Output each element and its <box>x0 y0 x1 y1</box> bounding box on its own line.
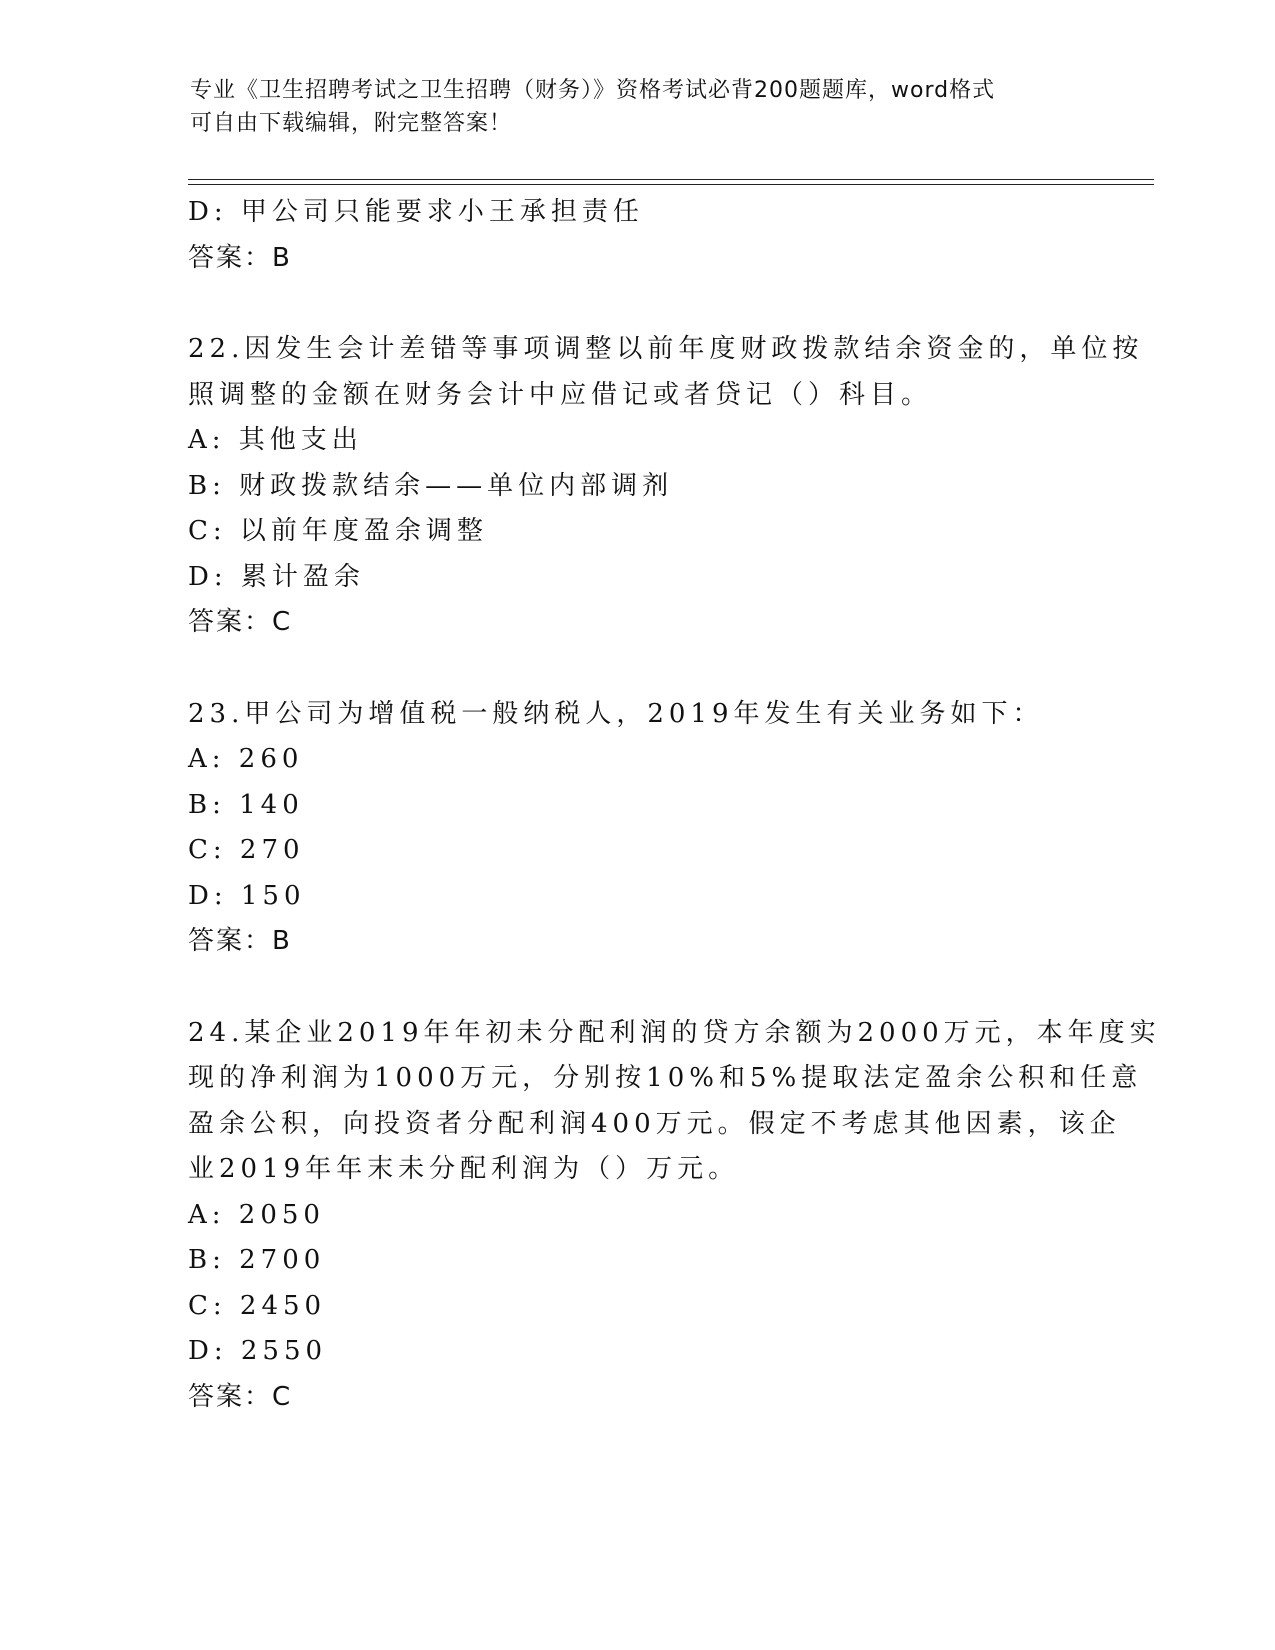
option-d: D: 2550 <box>188 1336 328 1366</box>
question-22 <box>188 327 1144 646</box>
stem-line: 盈余公积，向投资者分配利润400万元。假定不考虑其他因素，该企 <box>188 1108 1121 1139</box>
option-a: A: 2050 <box>188 1199 325 1230</box>
question-stem <box>188 692 1088 738</box>
question-stem <box>188 327 1144 418</box>
spacer <box>188 281 1088 327</box>
header-rule-bottom <box>188 184 1154 185</box>
header-rule-top <box>188 179 1154 180</box>
option-c: C: 270 <box>188 835 305 865</box>
answer-line: 答案：B <box>188 926 292 956</box>
option-c: C: 2450 <box>188 1290 327 1321</box>
stem-line: 业2019年年末未分配利润为（）万元。 <box>188 1154 740 1184</box>
option-d: D: 甲公司只能要求小王承担责任 <box>188 197 644 227</box>
question-24 <box>188 1011 1161 1421</box>
stem-line: 23.甲公司为增值税一般纳税人，2019年发生有关业务如下： <box>188 698 1044 729</box>
option-a: A: 260 <box>188 744 304 774</box>
option-a: A: 其他支出 <box>188 425 363 455</box>
question-23 <box>188 692 1088 965</box>
option-c: C: 以前年度盈余调整 <box>188 516 488 546</box>
answer-line: 答案：C <box>188 1381 293 1412</box>
previous-question-tail <box>188 190 1088 281</box>
stem-line: 24.某企业2019年年初未分配利润的贷方余额为2000万元，本年度实 <box>188 1017 1161 1048</box>
stem-line: 22.因发生会计差错等事项调整以前年度财政拨款结余资金的，单位按 <box>188 334 1144 364</box>
stem-line: 现的净利润为1000万元，分别按10%和5%提取法定盈余公积和任意 <box>188 1063 1143 1093</box>
spacer <box>188 646 1088 692</box>
answer-line: 答案：B <box>188 242 292 273</box>
option-b: B: 财政拨款结余——单位内部调剂 <box>188 470 674 501</box>
option-b: B: 2700 <box>188 1245 326 1275</box>
question-content <box>188 190 1161 1420</box>
stem-line: 照调整的金额在财务会计中应借记或者贷记（）科目。 <box>188 379 933 410</box>
question-stem <box>188 1011 1161 1193</box>
option-d: D: 150 <box>188 880 306 911</box>
header-line-2: 可自由下载编辑，附完整答案！ <box>190 111 513 136</box>
option-b: B: 140 <box>188 789 304 820</box>
option-d: D: 累计盈余 <box>188 561 365 592</box>
header-line-1: 专业《卫生招聘考试之卫生招聘（财务）》资格考试必背200题题库，word格式 <box>190 78 996 103</box>
document-header <box>190 74 1090 140</box>
answer-line: 答案：C <box>188 607 293 637</box>
spacer <box>188 965 1088 1011</box>
